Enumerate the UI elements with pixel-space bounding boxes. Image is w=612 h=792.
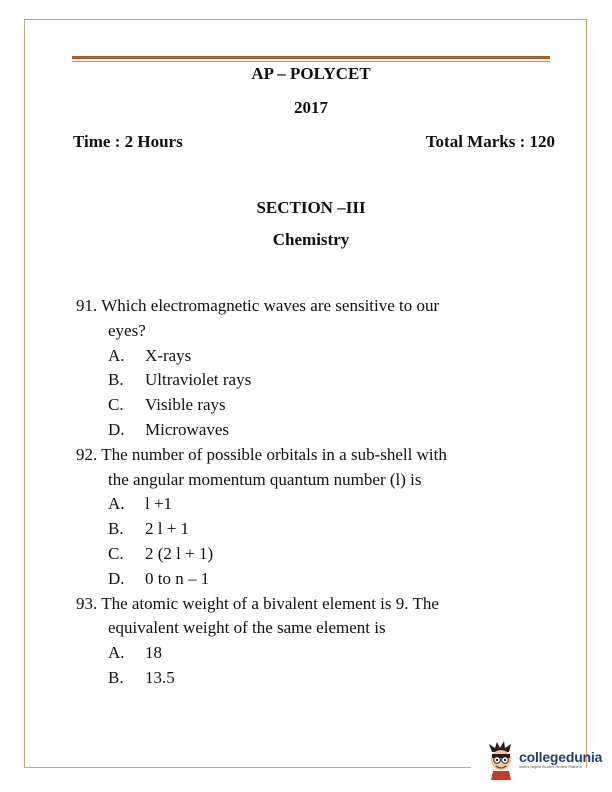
question-91 [76,294,546,443]
question-93 [76,592,546,691]
question-number: 91. [76,296,98,315]
logo-name: collegedunia [519,749,603,766]
option-c: C. Visible rays [108,395,226,415]
question-text-continued: the angular momentum quantum number (l) is [108,469,422,489]
option-a: A. X-rays [108,345,192,365]
question-list [76,294,546,691]
question-text: 92. The number of possible orbitals in a sub-shell with [76,444,447,464]
option-d: D. 0 to n – 1 [108,568,210,588]
option-a: A. l +1 [108,494,173,514]
question-text-continued: equivalent weight of the same element is [108,618,386,638]
time-label: Time : 2 Hours [73,132,183,151]
collegedunia-mascot-icon [486,740,516,780]
header-rule-thin [72,61,550,62]
option-b: B. Ultraviolet rays [108,370,252,390]
logo-text [519,750,602,770]
option-b: B. 2 l + 1 [108,519,190,539]
option-c: C. 2 (2 l + 1) [108,543,214,563]
option-a: A. 18 [108,643,162,663]
subject-title: Chemistry [272,230,350,249]
total-marks-label: Total Marks : 120 [425,132,555,151]
exam-year: 2017 [294,98,328,117]
question-text-continued: eyes? [108,320,146,340]
question-text: 91. Which electromagnetic waves are sensitive to our [76,296,440,315]
question-text: 93. The atomic weight of a bivalent element is 9. The [76,593,439,613]
collegedunia-logo [486,738,604,782]
option-d: D. Microwaves [108,419,230,439]
page-border-bottom [24,767,471,768]
section-title: SECTION –III [256,198,366,217]
header-rule [72,56,550,59]
option-b: B. 13.5 [108,667,175,687]
question-number: 92. [76,444,98,464]
question-number: 93. [76,593,98,613]
exam-title: AP – POLYCET [251,64,371,83]
logo-tagline: India's largest Student Review Platform [519,765,582,770]
question-92 [76,443,546,592]
